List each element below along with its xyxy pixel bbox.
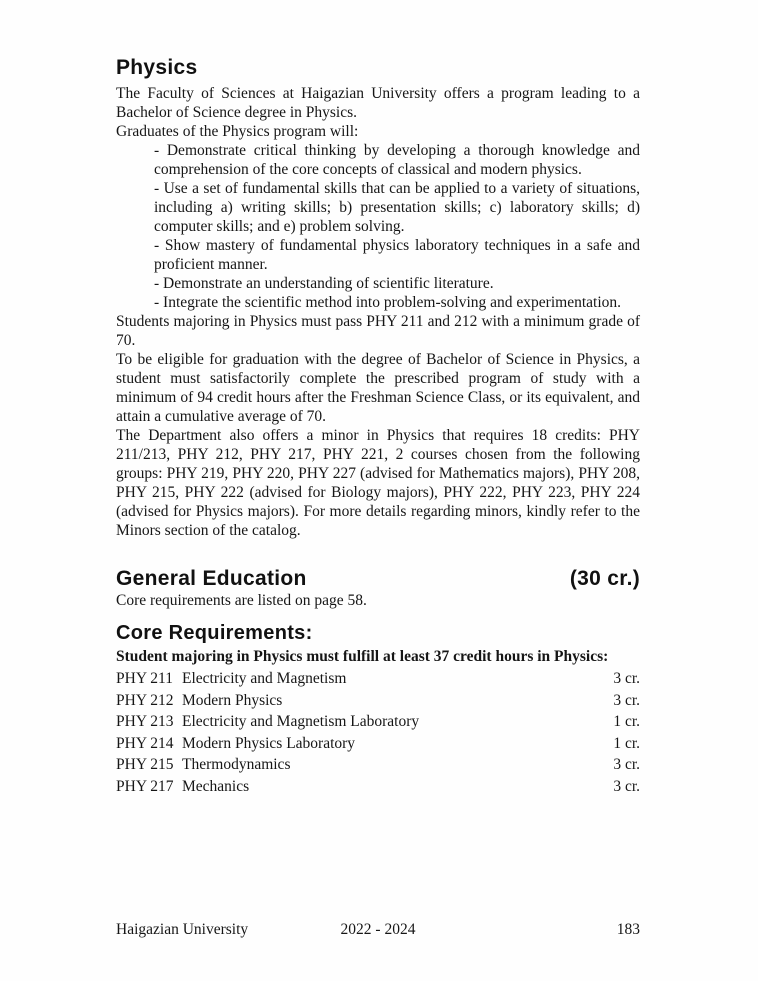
page-content [116,56,640,797]
footer-institution: Haigazian University [116,921,249,938]
course-row [116,668,640,690]
general-education-heading-row [116,566,640,591]
outcome-item: - Demonstrate critical thinking by developing a thorough knowledge and comprehension of the core concepts of classical and modern physics. [154,142,640,178]
outcome-item: - Integrate the scientific method into problem-solving and experimentation. [154,294,622,311]
intro-paragraph: The Faculty of Sciences at Haigazian University offers a program leading to a Bachelor of Science degree in Physics. [116,85,640,121]
course-list [116,668,640,797]
course-code: PHY 211 [116,670,173,687]
page-title: Physics [116,56,198,79]
outcome-item: - Show mastery of fundamental physics laboratory techniques in a safe and proficient manner. [154,237,640,273]
course-row [116,776,640,798]
general-education-credits: (30 cr.) [569,567,640,590]
footer-edition: 2022 - 2024 [340,921,416,938]
core-requirements-lead: Student majoring in Physics must fulfill at least 37 credit hours in Physics: [116,648,609,665]
course-credits: 1 cr. [613,713,640,730]
course-credits: 3 cr. [613,670,640,687]
course-code: PHY 212 [116,691,174,709]
outcome-item: - Demonstrate an understanding of scientific literature. [154,275,494,292]
minor-paragraph: The Department also offers a minor in Physics that requires 18 credits: PHY 211/213, PHY 212, PHY 217, PHY 221, 2 courses chosen from the following groups: PHY 219, PHY 220, PHY 227 (advised for Mathematics majors), PHY 208, PHY 215, PHY 222 (advised for Biology majors), PHY 222, PHY 223, PHY 224 (advised for Physics majors). For more details regarding minors, kindly refer to the Minors section of the catalog. [116,427,640,539]
course-credits: 3 cr. [613,756,640,773]
course-title: Modern Physics [182,691,283,709]
course-code: PHY 215 [116,756,174,773]
course-credits: 1 cr. [613,734,640,752]
course-row [116,711,640,733]
course-title: Electricity and Magnetism [182,670,347,687]
course-credits: 3 cr. [613,777,640,795]
requirement-paragraph: Students majoring in Physics must pass PHY 211 and 212 with a minimum grade of 70. [116,313,640,349]
course-code: PHY 214 [116,734,174,752]
course-code: PHY 217 [116,777,174,795]
outcome-item: - Use a set of fundamental skills that can be applied to a variety of situations, including a) writing skills; b) presentation skills; c) laboratory skills; d) computer skills; and e) problem solving. [154,180,640,235]
graduation-paragraph: To be eligible for graduation with the degree of Bachelor of Science in Physics, a student must satisfactorily complete the prescribed program of study with a minimum of 94 credit hours after the Freshman Science Class, or its equivalent, and attain a cumulative average of 70. [116,351,640,425]
course-row [116,754,640,776]
footer-page-number: 183 [616,921,641,938]
graduates-lead: Graduates of the Physics program will: [116,123,359,140]
core-requirements-heading: Core Requirements: [116,622,313,644]
outcomes-list [116,141,640,312]
page-footer [116,920,640,939]
course-row [116,690,640,712]
course-credits: 3 cr. [613,691,640,709]
course-row [116,733,640,755]
course-title: Mechanics [182,777,250,795]
general-education-note: Core requirements are listed on page 58. [116,592,367,609]
course-title: Thermodynamics [182,756,291,773]
course-title: Electricity and Magnetism Laboratory [182,713,420,730]
course-code: PHY 213 [116,713,174,730]
general-education-heading: General Education [116,567,307,590]
course-title: Modern Physics Laboratory [182,734,356,752]
